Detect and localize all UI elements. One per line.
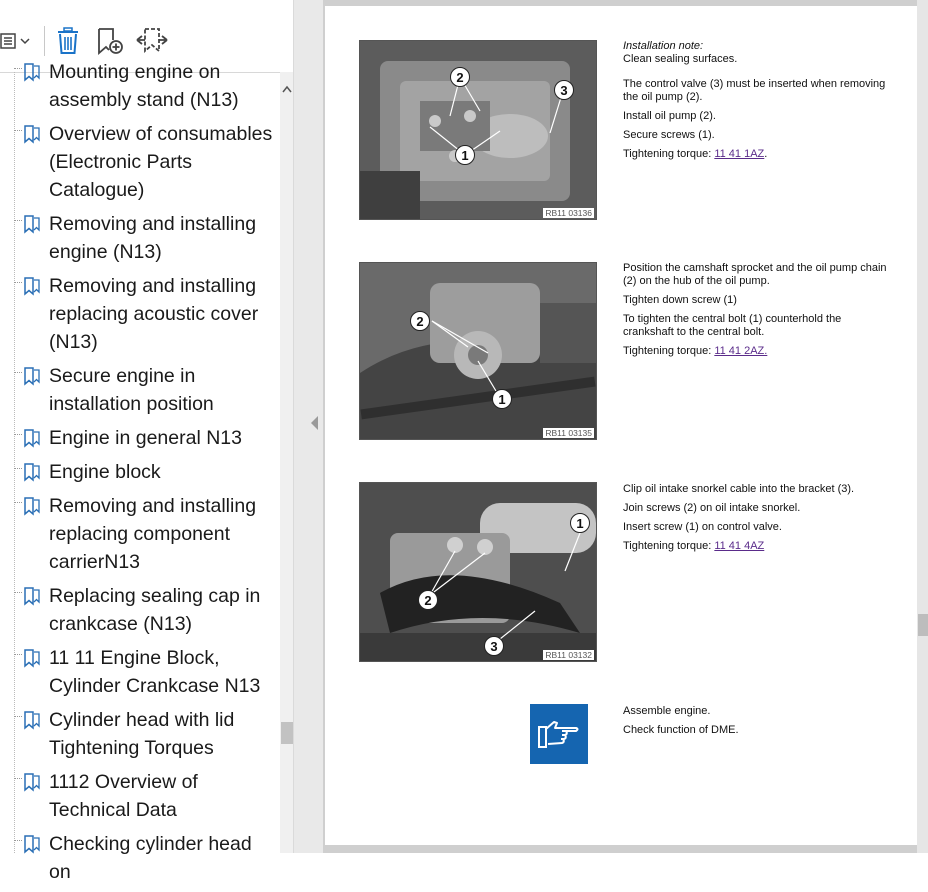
bookmark-tree <box>0 61 280 883</box>
chevron-up-icon <box>282 85 292 93</box>
instruction-line: Assemble engine. <box>623 705 711 717</box>
torque-suffix: . <box>764 148 768 160</box>
instruction-line: Join screws (2) on oil intake snorkel. <box>623 502 801 514</box>
bookmark-icon <box>22 428 42 448</box>
instruction-line: Install oil pump (2). <box>623 110 716 122</box>
bookmark-icon <box>22 648 42 668</box>
step-instructions <box>623 262 893 364</box>
callout-marker: 2 <box>450 67 470 87</box>
bookmark-item[interactable] <box>0 458 280 486</box>
document-viewer <box>323 0 928 853</box>
torque-label: Tightening torque: <box>623 345 715 357</box>
bookmark-item[interactable] <box>0 492 280 576</box>
bookmark-icon <box>22 276 42 296</box>
bookmark-icon <box>22 834 42 854</box>
bookmark-label: 11 11 Engine Block, Cylinder Crankcase N13 <box>49 647 261 697</box>
step-photo-oil-pump <box>359 40 597 220</box>
bookmark-item[interactable] <box>0 830 280 886</box>
bookmark-label: Engine block <box>49 461 161 483</box>
bookmark-label: Replacing sealing cap in crankcase (N13) <box>49 585 261 635</box>
instruction-line: Check function of DME. <box>623 724 739 736</box>
bookmark-item[interactable] <box>0 120 280 204</box>
callout-marker: 2 <box>410 311 430 331</box>
bookmark-icon <box>22 586 42 606</box>
document-scrollbar[interactable] <box>917 0 928 853</box>
instruction-line: To tighten the central bolt (1) counterhold the crankshaft to the central bolt. <box>623 313 842 338</box>
bookmark-item[interactable] <box>0 210 280 266</box>
document-page <box>325 6 917 845</box>
final-instructions <box>623 705 893 743</box>
callout-marker: 1 <box>570 513 590 533</box>
add-bookmark-button[interactable] <box>94 24 126 58</box>
bookmark-label: Mounting engine on assembly stand (N13) <box>49 61 239 111</box>
photo-reference: RB11 03135 <box>545 428 592 438</box>
callout-marker: 1 <box>455 145 475 165</box>
bookmark-icon <box>22 462 42 482</box>
torque-label: Tightening torque: <box>623 148 715 160</box>
instruction-line: Secure screws (1). <box>623 129 715 141</box>
bookmark-icon <box>22 62 42 82</box>
instruction-line: Tighten down screw (1) <box>623 294 737 306</box>
note-hand-box <box>530 704 588 764</box>
bookmark-label: Removing and installing engine (N13) <box>49 213 257 263</box>
bookmark-label: Cylinder head with lid Tightening Torques <box>49 709 235 759</box>
instruction-line: Position the camshaft sprocket and the oil pump chain (2) on the hub of the oil pump. <box>623 262 887 287</box>
expand-bookmark-button[interactable] <box>134 24 170 58</box>
bookmark-label: Removing and installing replacing component carrierN13 <box>49 495 257 573</box>
bookmarks-scrollbar[interactable] <box>280 72 293 853</box>
bookmark-item[interactable] <box>0 644 280 700</box>
callout-marker: 3 <box>484 636 504 656</box>
bookmark-item[interactable] <box>0 706 280 762</box>
step-instructions <box>623 483 893 559</box>
bookmark-item[interactable] <box>0 582 280 638</box>
bookmarks-panel <box>0 0 294 883</box>
pointing-hand-icon <box>536 717 582 751</box>
bookmark-label: Secure engine in installation position <box>49 365 214 415</box>
bookmark-icon <box>22 772 42 792</box>
installation-note-label: Installation note: <box>623 40 704 52</box>
instruction-line: Clip oil intake snorkel cable into the bracket (3). <box>623 483 855 495</box>
instruction-line <box>623 40 893 66</box>
trash-icon <box>56 27 80 55</box>
bookmark-icon <box>22 710 42 730</box>
step-photo-camshaft-sprocket <box>359 262 597 440</box>
instruction-line <box>623 540 893 553</box>
bookmark-label: Engine in general N13 <box>49 427 242 449</box>
options-menu-button[interactable] <box>0 24 34 58</box>
bookmark-icon <box>22 496 42 516</box>
callout-marker: 3 <box>554 80 574 100</box>
delete-bookmark-button[interactable] <box>54 24 82 58</box>
callout-marker: 1 <box>492 389 512 409</box>
bookmark-icon <box>22 124 42 144</box>
instruction-line <box>623 345 893 358</box>
step-instructions <box>623 40 893 167</box>
instruction-line <box>623 148 893 161</box>
bookmark-icon <box>22 366 42 386</box>
torque-link[interactable]: 11 41 1AZ <box>714 148 765 160</box>
toolbar-separator <box>44 26 45 56</box>
step-photo-intake-snorkel <box>359 482 597 662</box>
bookmark-item[interactable] <box>0 272 280 356</box>
document-scroll-thumb[interactable] <box>918 614 928 636</box>
instruction-line: Insert screw (1) on control valve. <box>623 521 782 533</box>
callout-marker: 2 <box>418 590 438 610</box>
bookmark-icon <box>22 214 42 234</box>
torque-label: Tightening torque: <box>623 540 715 552</box>
torque-link[interactable]: 11 41 4AZ <box>714 540 765 552</box>
collapse-panel-icon[interactable] <box>311 416 318 430</box>
torque-link[interactable]: 11 41 2AZ. <box>714 345 768 357</box>
instruction-line: The control valve (3) must be inserted when removing the oil pump (2). <box>623 78 886 103</box>
bookmark-item[interactable] <box>0 362 280 418</box>
bookmark-label: 1112 Overview of Technical Data <box>49 771 198 821</box>
bookmark-label: Checking cylinder head on <box>49 833 252 883</box>
bookmark-item[interactable] <box>0 424 280 452</box>
bookmark-label: Overview of consumables (Electronic Parts Catalogue) <box>49 123 273 201</box>
bookmark-expand-icon <box>135 26 169 56</box>
scroll-up-button[interactable] <box>280 82 293 96</box>
bookmark-add-icon <box>95 26 125 56</box>
panel-splitter[interactable] <box>293 0 324 853</box>
photo-reference: RB11 03136 <box>545 208 592 218</box>
photo-reference: RB11 03132 <box>545 650 592 660</box>
instruction-text: Clean sealing surfaces. <box>623 53 738 65</box>
bookmark-item[interactable] <box>0 768 280 824</box>
bookmark-label: Removing and installing replacing acoustic cover (N13) <box>49 275 259 353</box>
list-options-icon <box>1 31 33 51</box>
bookmark-item[interactable] <box>0 58 280 114</box>
